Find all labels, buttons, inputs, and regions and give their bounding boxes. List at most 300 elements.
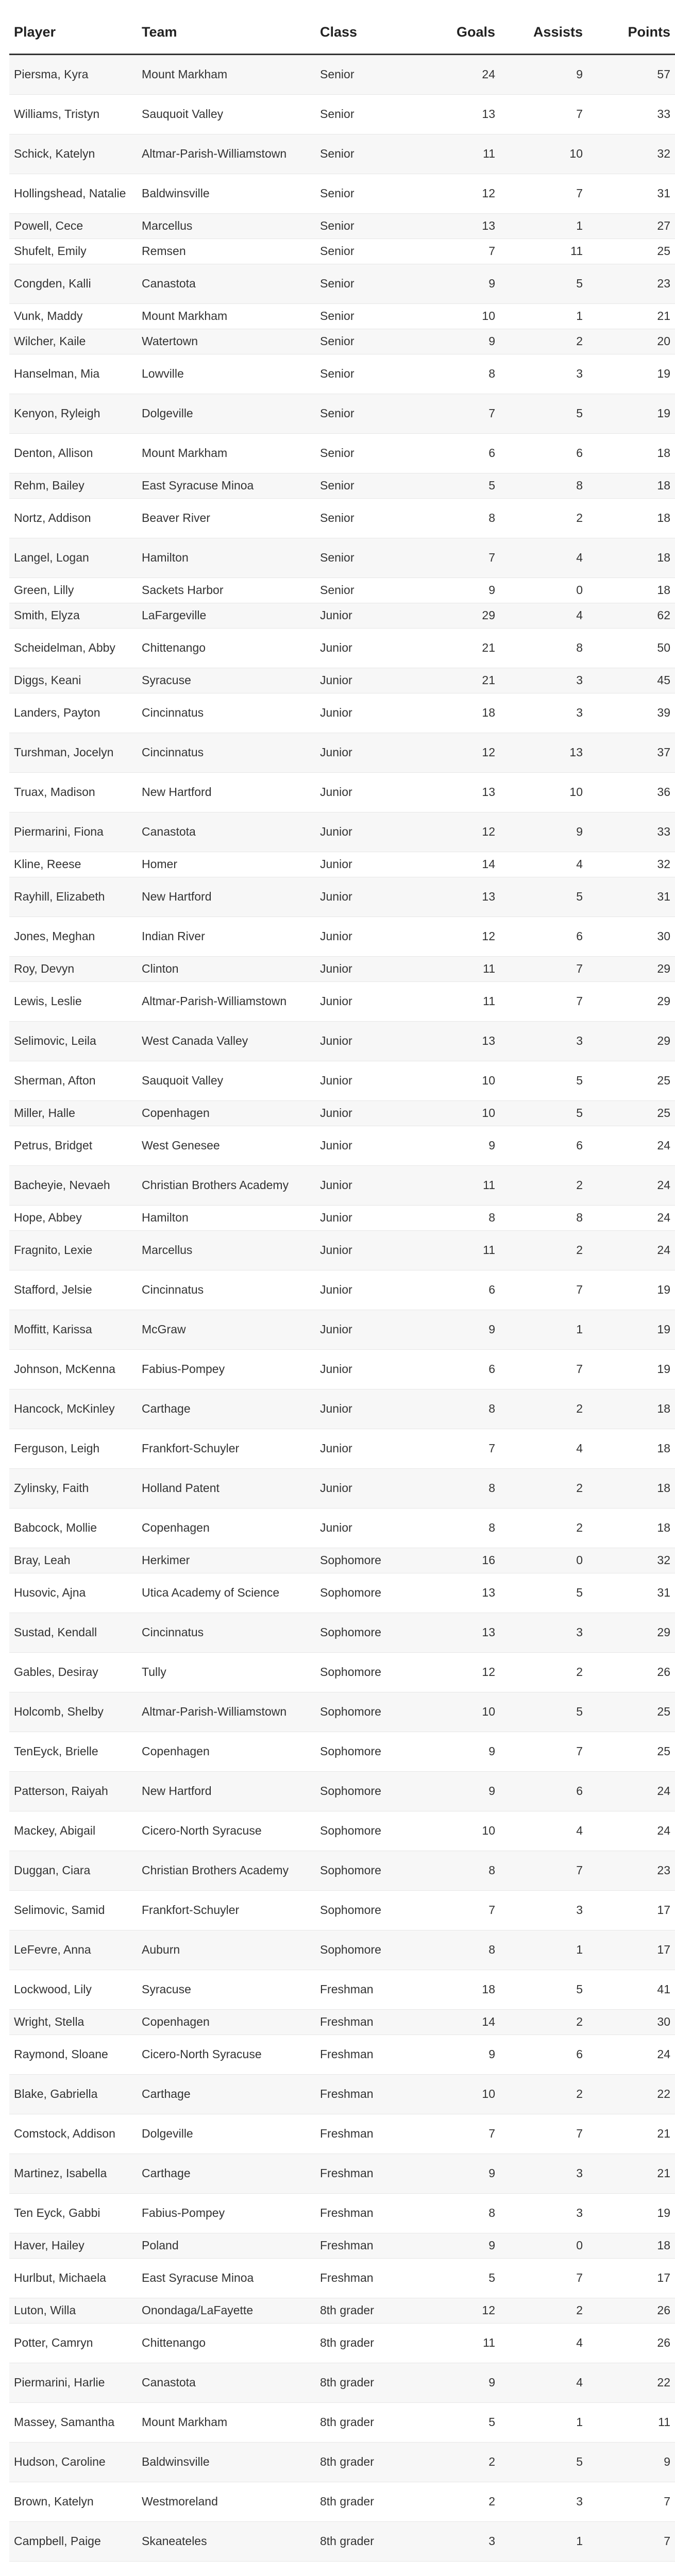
class-cell: Senior (315, 499, 413, 538)
team-cell: Mount Markham (137, 304, 315, 329)
goals-cell: 10 (413, 1811, 500, 1851)
assists-cell: 13 (500, 733, 587, 773)
team-cell: Skaneateles (137, 2522, 315, 2562)
class-cell: Freshman (315, 2194, 413, 2233)
team-cell: New Hartford (137, 1772, 315, 1811)
player-cell: Bray, Leah (9, 1548, 137, 1573)
class-cell: Sophomore (315, 1548, 413, 1573)
class-cell: Junior (315, 1061, 413, 1101)
points-cell: 24 (587, 1811, 675, 1851)
assists-cell: 0 (500, 1548, 587, 1573)
assists-cell: 7 (500, 95, 587, 134)
goals-cell: 16 (413, 1548, 500, 1573)
player-cell: Schick, Katelyn (9, 134, 137, 174)
points-cell: 24 (587, 1772, 675, 1811)
team-cell: Cincinnatus (137, 1613, 315, 1653)
class-cell: Sophomore (315, 1573, 413, 1613)
player-cell: Duggan, Ciara (9, 1851, 137, 1891)
goals-cell: 5 (413, 473, 500, 499)
table-row (9, 1509, 675, 1548)
assists-cell: 2 (500, 1653, 587, 1692)
assists-cell: 1 (500, 214, 587, 239)
team-cell: East Syracuse Minoa (137, 2259, 315, 2298)
table-row (9, 214, 675, 239)
class-cell: Senior (315, 174, 413, 214)
points-cell: 37 (587, 733, 675, 773)
goals-cell: 6 (413, 1270, 500, 1310)
table-row (9, 1389, 675, 1429)
player-cell: Smith, Elyza (9, 603, 137, 629)
class-cell: Junior (315, 812, 413, 852)
team-cell: Beaver River (137, 499, 315, 538)
table-row (9, 1970, 675, 2010)
points-cell: 25 (587, 239, 675, 264)
assists-cell: 3 (500, 1022, 587, 1061)
player-cell: Langel, Logan (9, 538, 137, 578)
assists-cell: 8 (500, 1206, 587, 1231)
player-cell: Johnson, McKenna (9, 1350, 137, 1389)
points-cell: 32 (587, 134, 675, 174)
goals-cell: 11 (413, 957, 500, 982)
points-cell: 57 (587, 55, 675, 95)
table-row (9, 693, 675, 733)
player-cell: Wright, Stella (9, 2010, 137, 2035)
points-cell: 36 (587, 773, 675, 812)
team-cell: Baldwinsville (137, 174, 315, 214)
goals-cell: 9 (413, 2363, 500, 2403)
team-cell: East Syracuse Minoa (137, 473, 315, 499)
player-stats-table (9, 10, 675, 2562)
team-cell: Altmar-Parish-Williamstown (137, 982, 315, 1022)
points-cell: 25 (587, 1732, 675, 1772)
team-cell: Watertown (137, 329, 315, 354)
table-row (9, 1166, 675, 1206)
table-row (9, 174, 675, 214)
goals-cell: 7 (413, 538, 500, 578)
player-cell: Sherman, Afton (9, 1061, 137, 1101)
class-cell: Sophomore (315, 1772, 413, 1811)
goals-cell: 6 (413, 1350, 500, 1389)
class-cell: Senior (315, 95, 413, 134)
table-row (9, 2298, 675, 2324)
player-cell: Hope, Abbey (9, 1206, 137, 1231)
column-header-player[interactable]: Player (9, 10, 137, 55)
points-cell: 19 (587, 394, 675, 434)
class-cell: Sophomore (315, 1613, 413, 1653)
goals-cell: 12 (413, 2298, 500, 2324)
player-cell: Kenyon, Ryleigh (9, 394, 137, 434)
table-row (9, 917, 675, 957)
points-cell: 19 (587, 354, 675, 394)
points-cell: 21 (587, 304, 675, 329)
goals-cell: 11 (413, 1231, 500, 1270)
class-cell: Junior (315, 603, 413, 629)
assists-cell: 4 (500, 603, 587, 629)
team-cell: Tully (137, 1653, 315, 1692)
points-cell: 39 (587, 693, 675, 733)
goals-cell: 9 (413, 1772, 500, 1811)
table-row (9, 1930, 675, 1970)
points-cell: 18 (587, 1469, 675, 1509)
points-cell: 20 (587, 329, 675, 354)
class-cell: Freshman (315, 2035, 413, 2075)
assists-cell: 10 (500, 134, 587, 174)
team-cell: Copenhagen (137, 2010, 315, 2035)
class-cell: Junior (315, 1126, 413, 1166)
class-cell: Junior (315, 1350, 413, 1389)
table-row (9, 578, 675, 603)
player-cell: Kline, Reese (9, 852, 137, 877)
goals-cell: 8 (413, 499, 500, 538)
table-row (9, 1692, 675, 1732)
table-row (9, 2075, 675, 2114)
assists-cell: 8 (500, 629, 587, 668)
player-cell: Green, Lilly (9, 578, 137, 603)
class-cell: Senior (315, 304, 413, 329)
table-row (9, 1732, 675, 1772)
goals-cell: 18 (413, 693, 500, 733)
player-cell: Bacheyie, Nevaeh (9, 1166, 137, 1206)
table-row (9, 1270, 675, 1310)
player-cell: Moffitt, Karissa (9, 1310, 137, 1350)
table-body (9, 55, 675, 2562)
player-cell: Babcock, Mollie (9, 1509, 137, 1548)
goals-cell: 24 (413, 55, 500, 95)
team-cell: Cincinnatus (137, 693, 315, 733)
assists-cell: 5 (500, 1970, 587, 2010)
player-cell: Selimovic, Leila (9, 1022, 137, 1061)
assists-cell: 5 (500, 2443, 587, 2482)
points-cell: 33 (587, 812, 675, 852)
team-cell: West Genesee (137, 1126, 315, 1166)
goals-cell: 9 (413, 1310, 500, 1350)
table-row (9, 1022, 675, 1061)
player-cell: Jones, Meghan (9, 917, 137, 957)
goals-cell: 21 (413, 668, 500, 693)
team-cell: Frankfort-Schuyler (137, 1429, 315, 1469)
table-row (9, 1811, 675, 1851)
player-cell: Diggs, Keani (9, 668, 137, 693)
column-header-points[interactable]: Points (587, 10, 675, 55)
team-cell: Auburn (137, 1930, 315, 1970)
assists-cell: 1 (500, 1310, 587, 1350)
player-cell: Congden, Kalli (9, 264, 137, 304)
goals-cell: 10 (413, 1061, 500, 1101)
goals-cell: 13 (413, 214, 500, 239)
assists-cell: 2 (500, 1509, 587, 1548)
table-row (9, 2363, 675, 2403)
goals-cell: 10 (413, 304, 500, 329)
points-cell: 32 (587, 1548, 675, 1573)
points-cell: 29 (587, 957, 675, 982)
assists-cell: 5 (500, 1573, 587, 1613)
assists-cell: 7 (500, 2259, 587, 2298)
goals-cell: 2 (413, 2443, 500, 2482)
team-cell: Baldwinsville (137, 2443, 315, 2482)
player-cell: Mackey, Abigail (9, 1811, 137, 1851)
points-cell: 18 (587, 1389, 675, 1429)
points-cell: 25 (587, 1101, 675, 1126)
goals-cell: 9 (413, 2154, 500, 2194)
points-cell: 45 (587, 668, 675, 693)
goals-cell: 13 (413, 877, 500, 917)
team-cell: Syracuse (137, 1970, 315, 2010)
points-cell: 19 (587, 2194, 675, 2233)
points-cell: 50 (587, 629, 675, 668)
points-cell: 18 (587, 434, 675, 473)
goals-cell: 8 (413, 1509, 500, 1548)
points-cell: 29 (587, 1613, 675, 1653)
column-header-assists[interactable]: Assists (500, 10, 587, 55)
assists-cell: 7 (500, 2114, 587, 2154)
assists-cell: 5 (500, 394, 587, 434)
class-cell: Junior (315, 1310, 413, 1350)
goals-cell: 3 (413, 2522, 500, 2562)
player-cell: Truax, Madison (9, 773, 137, 812)
player-cell: Powell, Cece (9, 214, 137, 239)
points-cell: 22 (587, 2075, 675, 2114)
team-cell: Carthage (137, 2075, 315, 2114)
class-cell: 8th grader (315, 2522, 413, 2562)
player-cell: Ferguson, Leigh (9, 1429, 137, 1469)
table-row (9, 2443, 675, 2482)
assists-cell: 4 (500, 2363, 587, 2403)
goals-cell: 9 (413, 1732, 500, 1772)
class-cell: Junior (315, 877, 413, 917)
class-cell: Junior (315, 773, 413, 812)
table-row (9, 2259, 675, 2298)
goals-cell: 8 (413, 1389, 500, 1429)
assists-cell: 7 (500, 174, 587, 214)
table-row (9, 1350, 675, 1389)
class-cell: Freshman (315, 2154, 413, 2194)
table-row (9, 95, 675, 134)
player-cell: Ten Eyck, Gabbi (9, 2194, 137, 2233)
table-header (9, 10, 675, 55)
table-row (9, 1061, 675, 1101)
goals-cell: 8 (413, 354, 500, 394)
class-cell: Senior (315, 578, 413, 603)
class-cell: Junior (315, 852, 413, 877)
player-cell: Vunk, Maddy (9, 304, 137, 329)
assists-cell: 2 (500, 1231, 587, 1270)
points-cell: 32 (587, 852, 675, 877)
goals-cell: 9 (413, 264, 500, 304)
assists-cell: 5 (500, 1101, 587, 1126)
team-cell: Onondaga/LaFayette (137, 2298, 315, 2324)
team-cell: New Hartford (137, 773, 315, 812)
class-cell: Junior (315, 982, 413, 1022)
table-row (9, 1891, 675, 1930)
points-cell: 31 (587, 877, 675, 917)
class-cell: Sophomore (315, 1692, 413, 1732)
team-cell: Frankfort-Schuyler (137, 1891, 315, 1930)
points-cell: 27 (587, 214, 675, 239)
class-cell: Senior (315, 394, 413, 434)
column-header-team[interactable]: Team (137, 10, 315, 55)
team-cell: Cicero-North Syracuse (137, 2035, 315, 2075)
table-row (9, 264, 675, 304)
class-cell: Junior (315, 1166, 413, 1206)
team-cell: Sauquoit Valley (137, 1061, 315, 1101)
assists-cell: 7 (500, 1732, 587, 1772)
class-cell: Junior (315, 1270, 413, 1310)
table-row (9, 1126, 675, 1166)
assists-cell: 3 (500, 2482, 587, 2522)
assists-cell: 6 (500, 1772, 587, 1811)
points-cell: 30 (587, 2010, 675, 2035)
team-cell: Fabius-Pompey (137, 2194, 315, 2233)
class-cell: Junior (315, 668, 413, 693)
goals-cell: 7 (413, 1429, 500, 1469)
assists-cell: 4 (500, 1429, 587, 1469)
player-cell: Piermarini, Fiona (9, 812, 137, 852)
goals-cell: 10 (413, 2075, 500, 2114)
table-row (9, 2114, 675, 2154)
goals-cell: 18 (413, 1970, 500, 2010)
assists-cell: 3 (500, 354, 587, 394)
table-row (9, 2522, 675, 2562)
table-row (9, 434, 675, 473)
player-cell: Williams, Tristyn (9, 95, 137, 134)
class-cell: Sophomore (315, 1811, 413, 1851)
assists-cell: 2 (500, 2298, 587, 2324)
assists-cell: 0 (500, 2233, 587, 2259)
assists-cell: 3 (500, 2154, 587, 2194)
team-cell: Cicero-North Syracuse (137, 1811, 315, 1851)
team-cell: LaFargeville (137, 603, 315, 629)
assists-cell: 4 (500, 1811, 587, 1851)
table-row (9, 733, 675, 773)
points-cell: 23 (587, 1851, 675, 1891)
points-cell: 22 (587, 2363, 675, 2403)
table-row (9, 2010, 675, 2035)
player-cell: Nortz, Addison (9, 499, 137, 538)
table-row (9, 2233, 675, 2259)
assists-cell: 10 (500, 773, 587, 812)
assists-cell: 4 (500, 538, 587, 578)
team-cell: Dolgeville (137, 394, 315, 434)
class-cell: Senior (315, 538, 413, 578)
table-row (9, 499, 675, 538)
assists-cell: 4 (500, 852, 587, 877)
points-cell: 17 (587, 1891, 675, 1930)
assists-cell: 3 (500, 2194, 587, 2233)
class-cell: Junior (315, 917, 413, 957)
team-cell: Hamilton (137, 538, 315, 578)
points-cell: 19 (587, 1310, 675, 1350)
player-cell: Roy, Devyn (9, 957, 137, 982)
goals-cell: 11 (413, 134, 500, 174)
player-cell: Petrus, Bridget (9, 1126, 137, 1166)
team-cell: Copenhagen (137, 1732, 315, 1772)
points-cell: 24 (587, 1166, 675, 1206)
goals-cell: 7 (413, 394, 500, 434)
goals-cell: 8 (413, 2194, 500, 2233)
team-cell: Hamilton (137, 1206, 315, 1231)
goals-cell: 10 (413, 1692, 500, 1732)
player-cell: Hudson, Caroline (9, 2443, 137, 2482)
class-cell: Sophomore (315, 1732, 413, 1772)
player-cell: Denton, Allison (9, 434, 137, 473)
assists-cell: 7 (500, 957, 587, 982)
team-cell: Dolgeville (137, 2114, 315, 2154)
table-row (9, 1653, 675, 1692)
player-cell: Shufelt, Emily (9, 239, 137, 264)
table-row (9, 2194, 675, 2233)
goals-cell: 9 (413, 2233, 500, 2259)
team-cell: Chittenango (137, 2324, 315, 2363)
team-cell: Utica Academy of Science (137, 1573, 315, 1613)
team-cell: Herkimer (137, 1548, 315, 1573)
player-cell: Lewis, Leslie (9, 982, 137, 1022)
table-row (9, 668, 675, 693)
class-cell: Sophomore (315, 1653, 413, 1692)
class-cell: Junior (315, 693, 413, 733)
class-cell: 8th grader (315, 2482, 413, 2522)
player-cell: Hancock, McKinley (9, 1389, 137, 1429)
goals-cell: 14 (413, 852, 500, 877)
table-row (9, 2482, 675, 2522)
class-cell: Junior (315, 1429, 413, 1469)
class-cell: 8th grader (315, 2403, 413, 2443)
class-cell: Junior (315, 733, 413, 773)
goals-cell: 21 (413, 629, 500, 668)
goals-cell: 13 (413, 773, 500, 812)
goals-cell: 12 (413, 1653, 500, 1692)
team-cell: Holland Patent (137, 1469, 315, 1509)
team-cell: New Hartford (137, 877, 315, 917)
column-header-class[interactable]: Class (315, 10, 413, 55)
player-cell: Zylinsky, Faith (9, 1469, 137, 1509)
team-cell: Cincinnatus (137, 733, 315, 773)
points-cell: 7 (587, 2522, 675, 2562)
points-cell: 31 (587, 1573, 675, 1613)
table-row (9, 812, 675, 852)
class-cell: Junior (315, 1206, 413, 1231)
class-cell: Junior (315, 629, 413, 668)
assists-cell: 7 (500, 982, 587, 1022)
column-header-goals[interactable]: Goals (413, 10, 500, 55)
assists-cell: 5 (500, 264, 587, 304)
class-cell: Freshman (315, 2010, 413, 2035)
team-cell: Mount Markham (137, 434, 315, 473)
points-cell: 21 (587, 2114, 675, 2154)
team-cell: McGraw (137, 1310, 315, 1350)
class-cell: Senior (315, 214, 413, 239)
team-cell: Copenhagen (137, 1509, 315, 1548)
assists-cell: 6 (500, 434, 587, 473)
class-cell: Senior (315, 329, 413, 354)
player-cell: TenEyck, Brielle (9, 1732, 137, 1772)
team-cell: Lowville (137, 354, 315, 394)
class-cell: 8th grader (315, 2443, 413, 2482)
points-cell: 26 (587, 2324, 675, 2363)
team-cell: Canastota (137, 264, 315, 304)
assists-cell: 7 (500, 1270, 587, 1310)
team-cell: Cincinnatus (137, 1270, 315, 1310)
header-row (9, 10, 675, 55)
team-cell: Poland (137, 2233, 315, 2259)
class-cell: 8th grader (315, 2298, 413, 2324)
team-cell: Fabius-Pompey (137, 1350, 315, 1389)
class-cell: Sophomore (315, 1930, 413, 1970)
class-cell: 8th grader (315, 2324, 413, 2363)
class-cell: Sophomore (315, 1891, 413, 1930)
table-row (9, 629, 675, 668)
table-row (9, 1101, 675, 1126)
points-cell: 26 (587, 2298, 675, 2324)
